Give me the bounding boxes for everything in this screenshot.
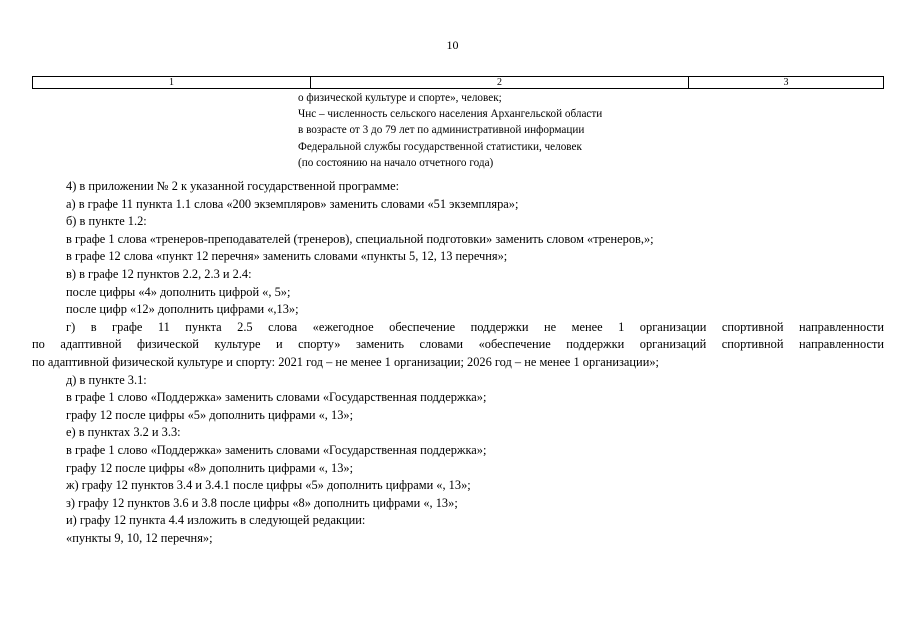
paragraph: 4) в приложении № 2 к указанной государственной программе: — [66, 179, 400, 193]
table-header-col-2: 2 — [311, 77, 689, 88]
paragraph-line: г) в графе 11 пункта 2.5 слова «ежегодное обеспечение поддержки не менее 1 организации спортивной направленности — [66, 319, 884, 334]
paragraph: в графе 12 слова «пункт 12 перечня» заменить словами «пункты 5, 12, 13 перечня»; — [66, 249, 508, 264]
paragraph: «пункты 9, 10, 12 перечня»; — [66, 530, 213, 545]
page-number: 10 — [446, 38, 459, 52]
paragraph: в графе 1 слово «Поддержка» заменить словами «Государственная поддержка»; — [66, 442, 487, 457]
continued-line: Чнс – численность сельского населения Архангельской области — [298, 108, 603, 121]
table-header-row — [32, 76, 884, 89]
continued-line: о физической культуре и спорте», человек; — [298, 92, 502, 104]
paragraph: ж) графу 12 пунктов 3.4 и 3.4.1 после цифры «5» дополнить цифрами «, 13»; — [66, 478, 471, 493]
paragraph: д) в пункте 3.1: — [66, 372, 147, 387]
table-continued-cell — [298, 90, 602, 171]
paragraph: е) в пунктах 3.2 и 3.3: — [66, 425, 181, 440]
paragraph-line: по адаптивной физической культуре и спорту» заменить словами «обеспечение поддержки организаций спортивной направленности — [32, 337, 884, 352]
paragraph: б) в пункте 1.2: — [66, 214, 147, 229]
continued-line: (по состоянию на начало отчетного года) — [298, 156, 494, 169]
paragraph: а) в графе 11 пункта 1.1 слова «200 экземпляров» заменить словами «51 экземпляра»; — [66, 196, 519, 211]
continued-line: Федеральной службы государственной статистики, человек — [298, 140, 582, 153]
table-header-col-1: 1 — [33, 77, 311, 88]
continued-line: в возрасте от 3 до 79 лет по административной информации — [298, 124, 585, 137]
paragraph: з) графу 12 пунктов 3.6 и 3.8 после цифры «8» дополнить цифрами «, 13»; — [66, 495, 458, 510]
paragraph: после цифры «4» дополнить цифрой «, 5»; — [66, 284, 291, 299]
paragraph: в графе 1 слова «тренеров-преподавателей (тренеров), специальной подготовки» заменить словом «тренеров,»; — [66, 231, 654, 246]
paragraph: и) графу 12 пункта 4.4 изложить в следующей редакции: — [66, 513, 366, 528]
paragraph: графу 12 после цифры «8» дополнить цифрами «, 13»; — [66, 460, 354, 475]
paragraph: в) в графе 12 пунктов 2.2, 2.3 и 2.4: — [66, 266, 252, 281]
document-body — [32, 178, 884, 547]
table-header-col-3: 3 — [783, 77, 789, 88]
paragraph-line: по адаптивной физической культуре и спорту: 2021 год – не менее 1 организации; 2026 год – не менее 1 организации»; — [32, 354, 659, 369]
paragraph: графу 12 после цифры «5» дополнить цифрами «, 13»; — [66, 407, 354, 422]
paragraph: в графе 1 слово «Поддержка» заменить словами «Государственная поддержка»; — [66, 390, 487, 405]
paragraph: после цифр «12» дополнить цифрами «,13»; — [66, 302, 299, 317]
